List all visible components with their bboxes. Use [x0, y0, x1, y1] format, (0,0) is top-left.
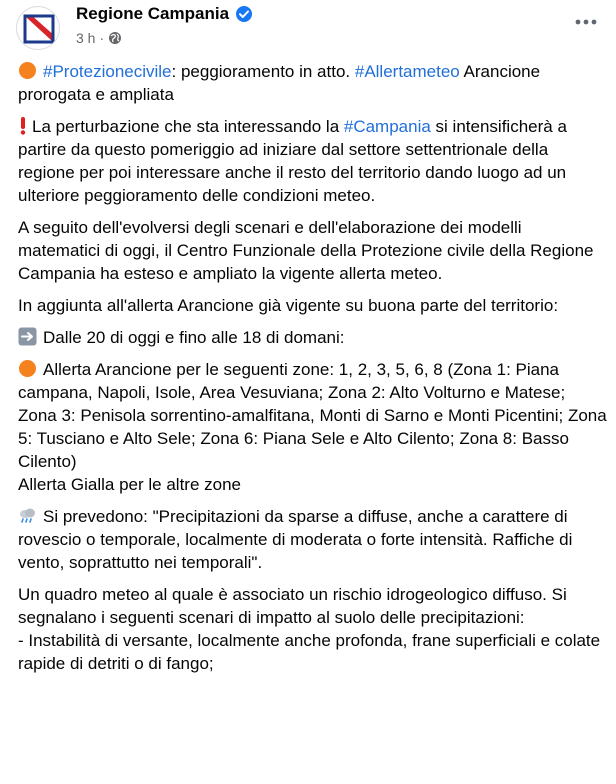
paragraph-1: [18, 60, 608, 106]
post-time[interactable]: 3 h: [76, 30, 96, 46]
exclamation-icon: [18, 116, 28, 135]
rain-cloud-icon: [18, 506, 37, 525]
paragraph-7-text: Si prevedono: "Precipitazioni da sparse a diffuse, anche a carattere di rovescio o temporale, localmente di moderata o forte intensità. Raffiche di vento, soprattutto nei temporali".: [18, 507, 573, 572]
meta-separator: ·: [99, 30, 105, 46]
paragraph-8-line-2: - Instabilità di versante, localmente anche profonda, frane superficiali e colate rapide di detriti o di fango;: [18, 631, 601, 673]
avatar[interactable]: [16, 6, 60, 50]
paragraph-5: [18, 326, 608, 349]
hashtag-protezionecivile[interactable]: #Protezionecivile: [43, 62, 172, 81]
paragraph-2: [18, 115, 608, 207]
more-options-icon: [575, 19, 597, 25]
right-arrow-icon: [18, 327, 37, 346]
author-name[interactable]: Regione Campania: [76, 4, 230, 23]
post-header: [16, 0, 616, 58]
paragraph-2-text: La perturbazione che sta interessando la: [32, 117, 344, 136]
more-options-button[interactable]: [568, 4, 604, 40]
hashtag-allertameteo[interactable]: #Allertameteo: [354, 62, 460, 81]
globe-icon: [108, 31, 122, 45]
orange-circle-icon: [18, 359, 37, 378]
paragraph-6-line-2: Allerta Gialla per le altre zone: [18, 475, 242, 494]
hashtag-campania[interactable]: #Campania: [343, 117, 431, 136]
post-text: [18, 60, 608, 684]
paragraph-6: [18, 358, 608, 496]
paragraph-1-text: : peggioramento in atto.: [171, 62, 355, 81]
paragraph-4: In aggiunta all'allerta Arancione già vigente su buona parte del territorio:: [18, 296, 559, 315]
regione-campania-logo-icon: [17, 7, 60, 50]
paragraph-1-text-2: Arancione prorogata e ampliata: [18, 62, 541, 104]
paragraph-7: [18, 505, 608, 574]
orange-circle-icon: [18, 61, 37, 80]
paragraph-2-text-2: si intensificherà a partire da questo pomeriggio ad iniziare dal settore settentrionale della regione per poi interessare anche il resto del territorio dando luogo ad un ulteriore peggioramento delle condizioni meteo.: [18, 117, 567, 205]
paragraph-6-line-1: Allerta Arancione per le seguenti zone: 1, 2, 3, 5, 6, 8 (Zona 1: Piana campana, Napoli, Isole, Area Vesuviana; Zona 2: Alto Volturno e Matese; Zona 3: Penisola sorrentino-amalfitana, Monti di Sarno e Monti Picentini; Zona 5: Tusciano e Alto Sele; Zona 6: Piana Sele e Alto Cilento; Zona 8: Basso Cilento): [18, 360, 607, 471]
paragraph-3: A seguito dell'evolversi degli scenari e dell'elaborazione dei modelli matematici di oggi, il Centro Funzionale della Protezione civile della Regione Campania ha esteso e ampliato la vigente allerta meteo.: [18, 218, 594, 283]
verified-badge-icon: [235, 5, 253, 23]
paragraph-8-line-1: Un quadro meteo al quale è associato un rischio idrogeologico diffuso. Si segnalano i seguenti scenari di impatto al suolo delle precipitazioni:: [18, 585, 567, 627]
post-meta: [76, 30, 122, 46]
paragraph-8: [18, 583, 608, 675]
paragraph-5-text: Dalle 20 di oggi e fino alle 18 di domani:: [43, 328, 345, 347]
